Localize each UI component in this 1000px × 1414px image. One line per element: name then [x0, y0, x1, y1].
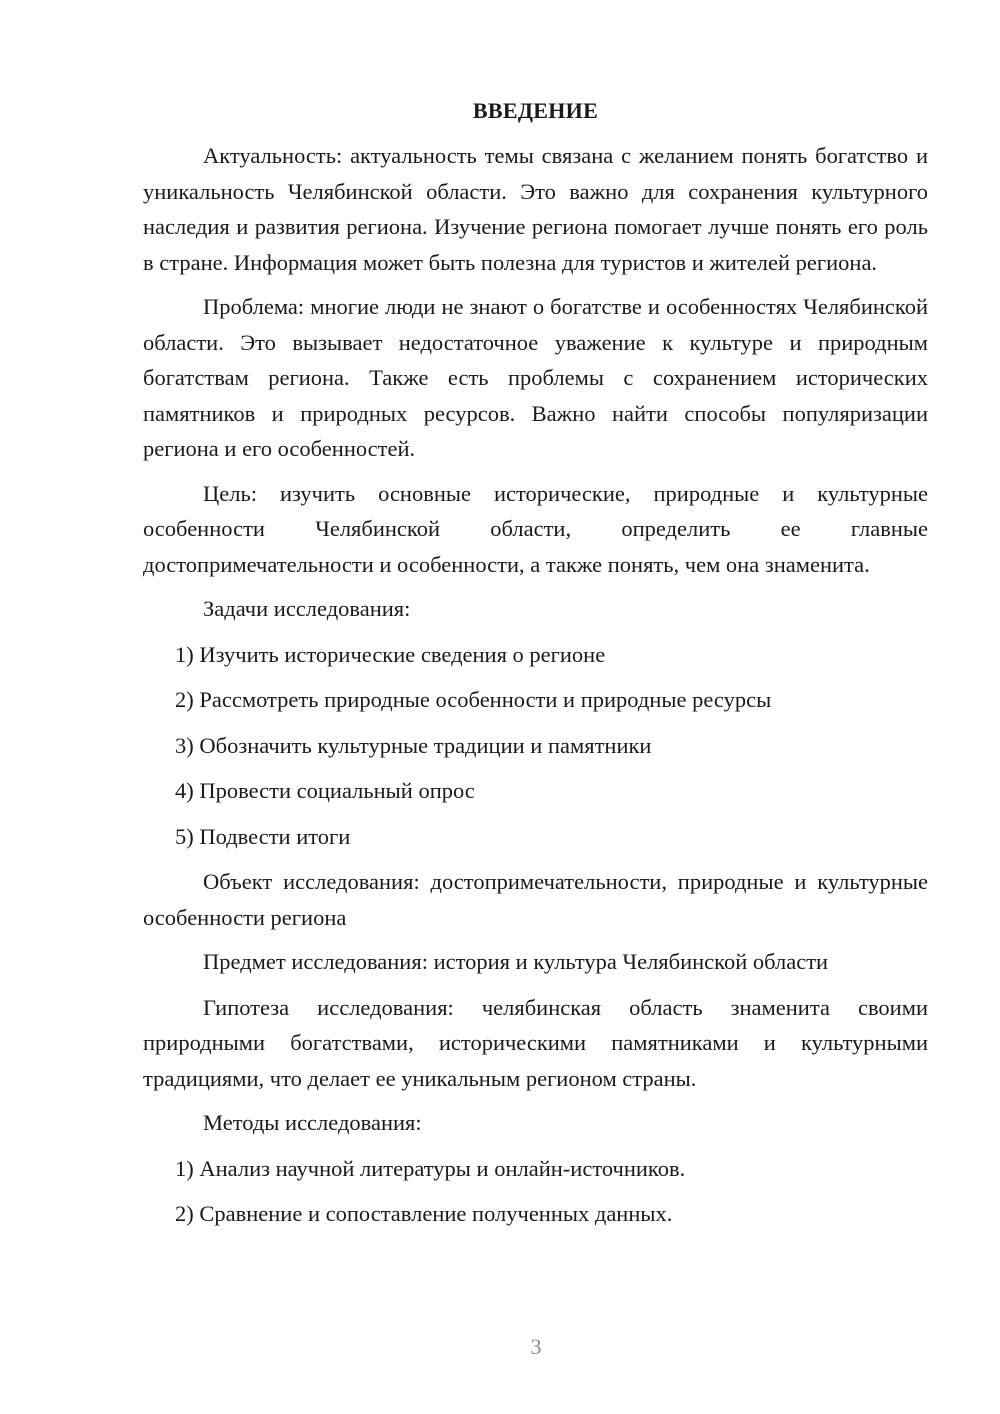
task-item: 1) Изучить исторические сведения о регионе	[175, 641, 606, 667]
tasks-heading: Задачи исследования:	[203, 596, 411, 621]
page-title: ВВЕДЕНИЕ	[472, 98, 599, 123]
page-content	[143, 96, 928, 1242]
subject-paragraph: Предмет исследования: история и культура Челябинской области	[203, 949, 829, 974]
hypothesis-paragraph: Гипотеза исследования: челябинская область знаменита своими природными богатствами, историческими памятниками и культурными традициями, что делает ее уникальным регионом страны.	[143, 994, 928, 1091]
task-item: 3) Обозначить культурные традиции и памятники	[175, 732, 652, 758]
method-item: 2) Сравнение и сопоставление полученных данных.	[175, 1201, 673, 1226]
relevance-paragraph: Актуальность: актуальность темы связана с желанием понять богатство и уникальность Челябинской области. Это важно для сохранения культурного наследия и развития региона. Изучение региона помогает лучше понять его роль в стране. Информация может быть полезна для туристов и жителей региона.	[143, 143, 928, 275]
problem-paragraph: Проблема: многие люди не знают о богатстве и особенностях Челябинской области. Это вызывает недостаточное уважение к культуре и природным богатствам региона. Также есть проблемы с сохранением исторических памятников и природных ресурсов. Важно найти способы популяризации региона и его особенностей.	[143, 294, 928, 461]
method-item: 1) Анализ научной литературы и онлайн-источников.	[175, 1155, 686, 1181]
page-number: 3	[530, 1334, 542, 1359]
task-item: 2) Рассмотреть природные особенности и природные ресурсы	[175, 687, 772, 712]
task-item: 5) Подвести итоги	[175, 823, 351, 849]
tasks-list	[143, 637, 928, 855]
methods-list	[143, 1151, 928, 1232]
methods-heading: Методы исследования:	[203, 1110, 422, 1135]
task-item: 4) Провести социальный опрос	[175, 778, 475, 803]
object-paragraph: Объект исследования: достопримечательности, природные и культурные особенности региона	[143, 869, 928, 930]
goal-paragraph: Цель: изучить основные исторические, природные и культурные особенности Челябинской области, определить ее главные достопримечательности и особенности, а также понять, чем она знаменита.	[143, 480, 928, 577]
